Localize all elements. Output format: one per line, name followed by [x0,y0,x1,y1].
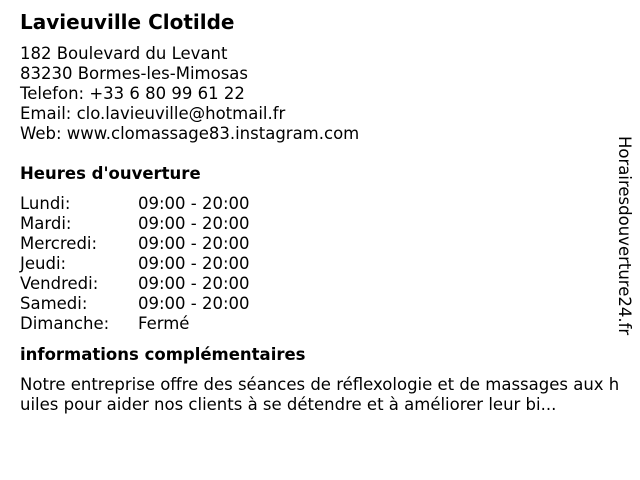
time-value: 09:00 - 20:00 [138,254,250,273]
hours-row-friday [20,274,620,294]
time-value: Fermé [138,314,190,333]
hours-row-tuesday [20,214,620,234]
hours-row-wednesday [20,234,620,254]
hours-heading: Heures d'ouverture [20,164,201,183]
email-line: Email: clo.lavieuville@hotmail.fr [20,104,286,123]
phone-line: Telefon: +33 6 80 99 61 22 [20,84,245,103]
web-line: Web: www.clomassage83.instagram.com [20,124,360,143]
opening-hours-table [20,194,620,334]
contact-block [20,44,620,144]
day-label: Mercredi: [20,234,98,253]
hours-row-monday [20,194,620,214]
info-description: Notre entreprise offre des séances de réflexologie et de massages aux huiles pour aider nos clients à se détendre et à améliorer leur bi... [20,375,620,414]
time-value: 09:00 - 20:00 [138,234,250,253]
info-heading: informations complémentaires [20,345,306,364]
day-label: Samedi: [20,294,88,313]
time-value: 09:00 - 20:00 [138,274,250,293]
time-value: 09:00 - 20:00 [138,294,250,313]
city-address: 83230 Bormes-les-Mimosas [20,64,248,83]
day-label: Dimanche: [20,314,110,333]
day-label: Vendredi: [20,274,99,293]
hours-row-thursday [20,254,620,274]
business-card [20,10,620,415]
hours-row-sunday [20,314,620,334]
time-value: 09:00 - 20:00 [138,194,250,213]
business-name: Lavieuville Clotilde [20,10,235,34]
hours-row-saturday [20,294,620,314]
time-value: 09:00 - 20:00 [138,214,250,233]
street-address: 182 Boulevard du Levant [20,44,228,63]
day-label: Jeudi: [20,254,67,273]
brand-watermark: Horairesdouverture24.fr [615,136,634,336]
day-label: Mardi: [20,214,72,233]
day-label: Lundi: [20,194,71,213]
